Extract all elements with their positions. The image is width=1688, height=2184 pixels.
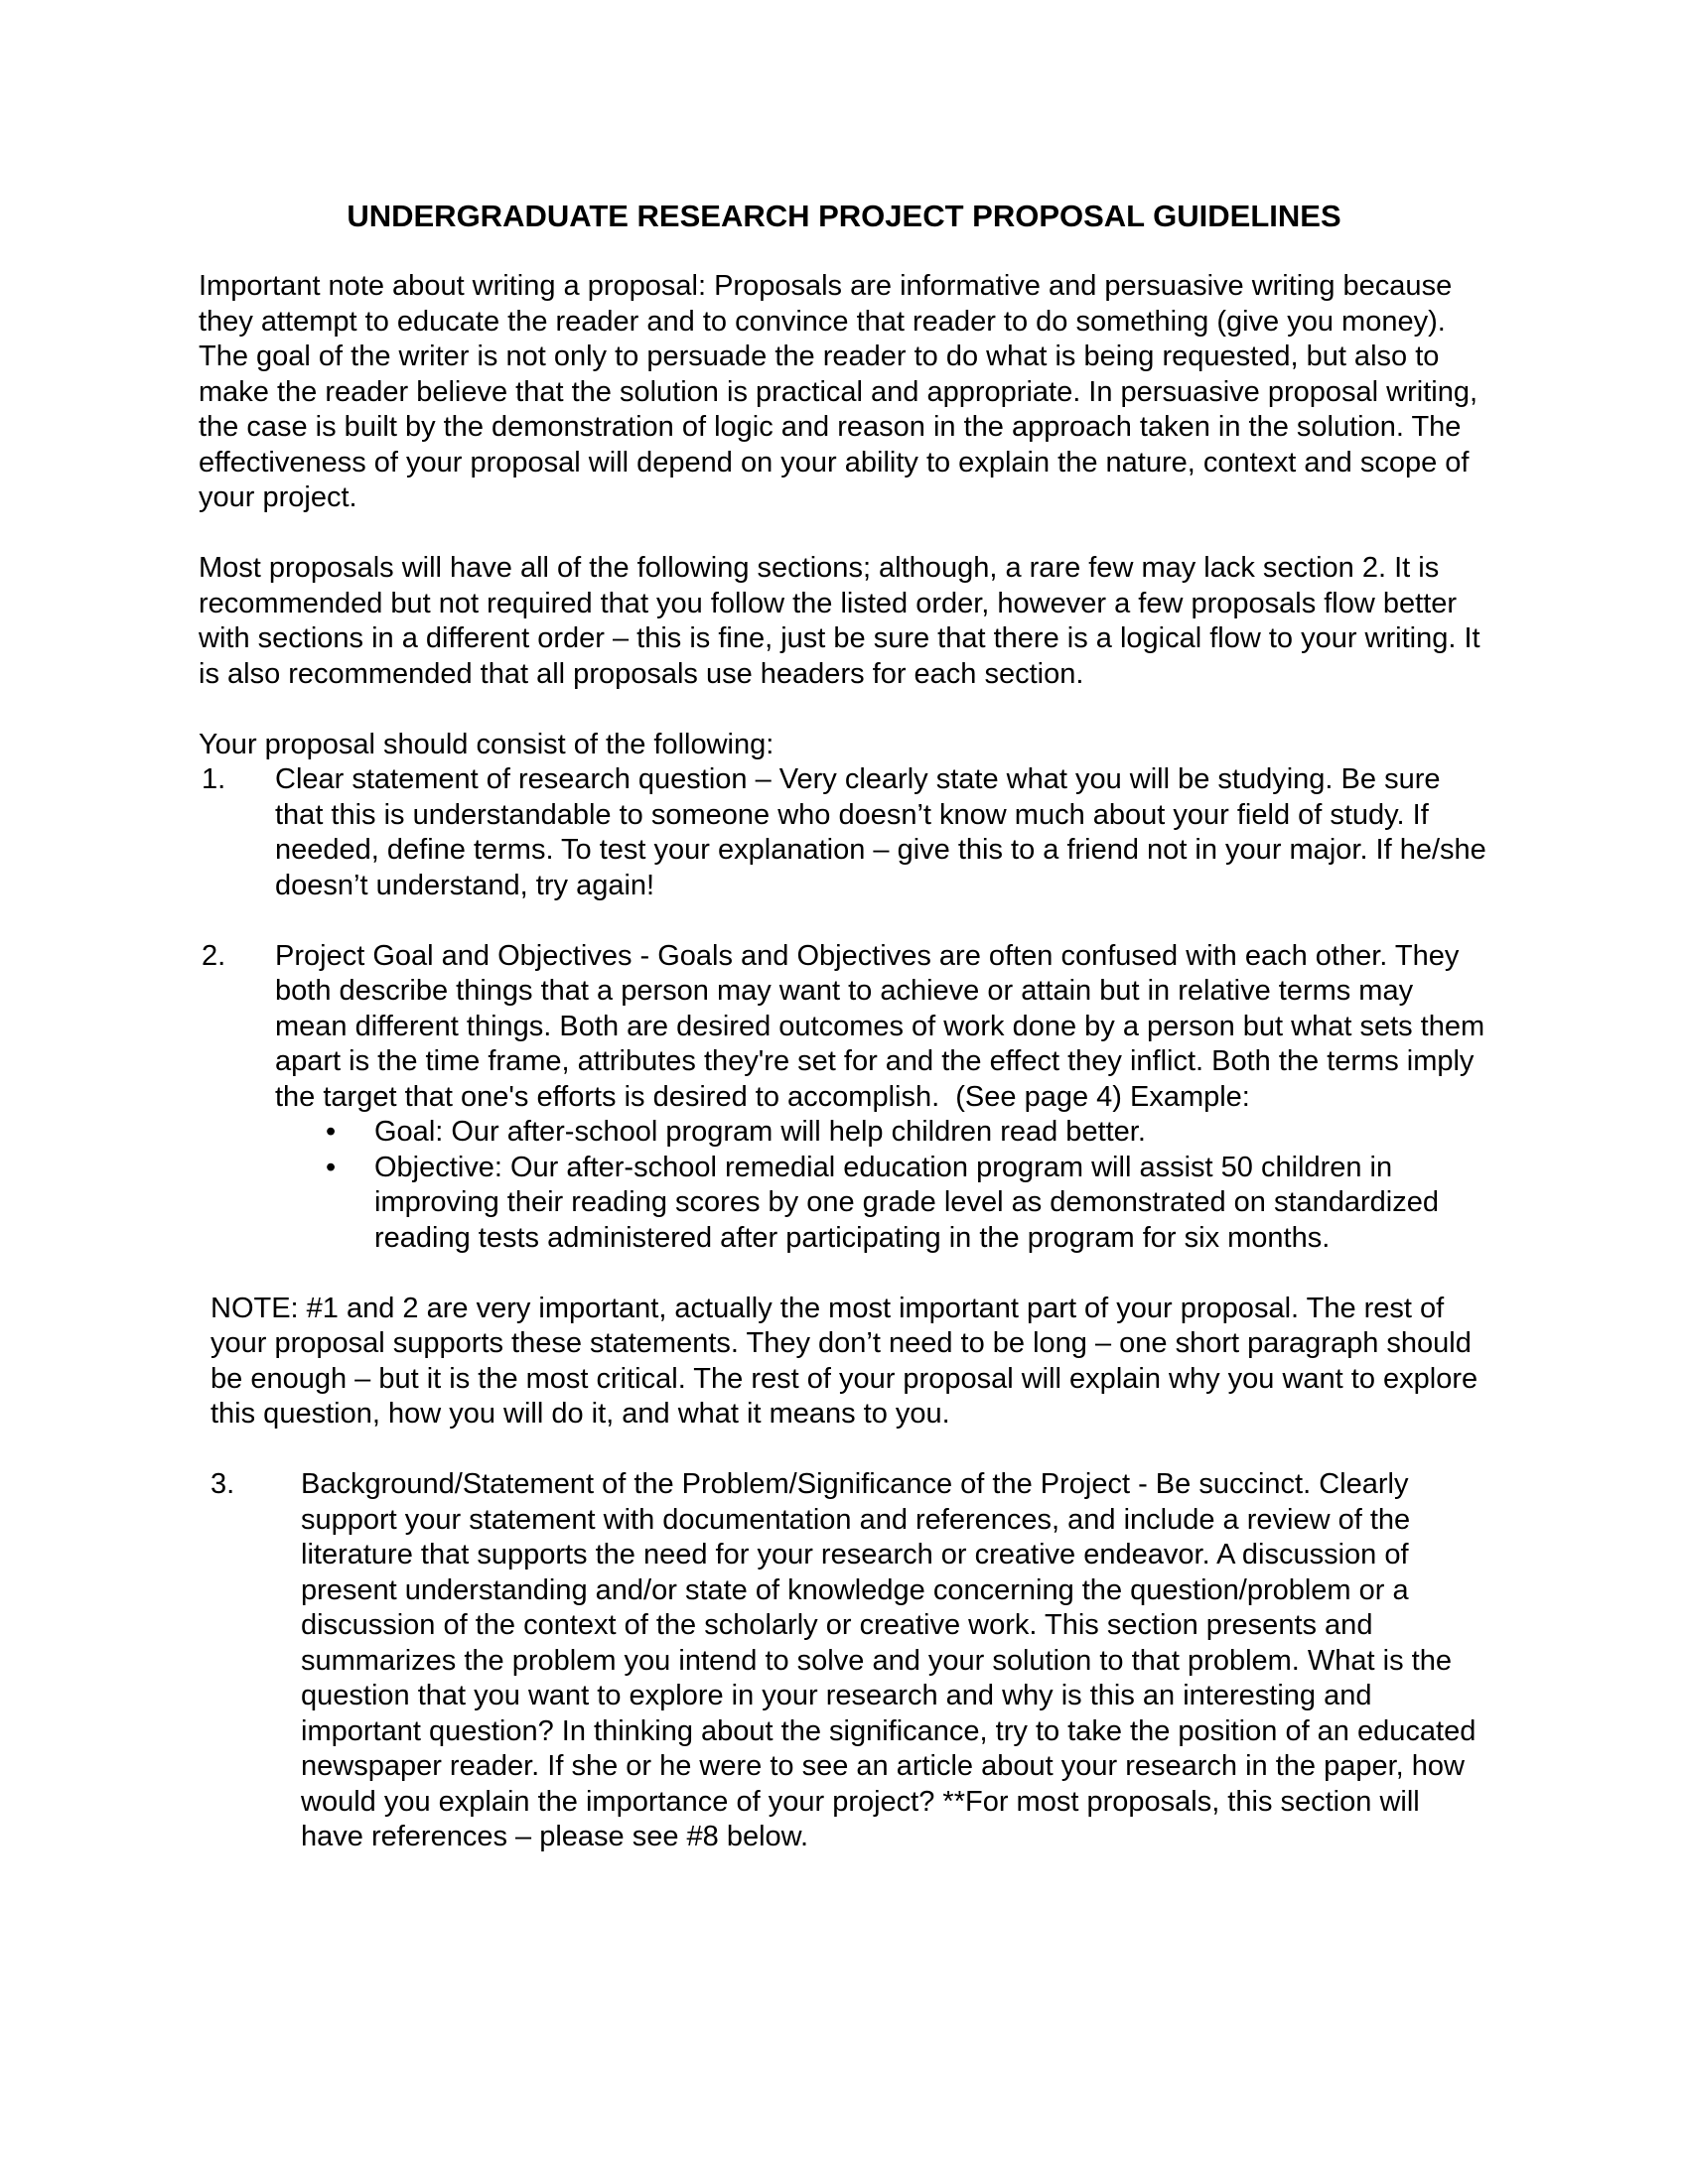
intro-paragraph: Important note about writing a proposal: Proposals are informative and persuasive writing because they attempt to educate the reader and to convince that reader to do something (give you money). The goal of the writer is not only to persuade the reader to do what is being requested, but also to make the reader believe that the solution is practical and appropriate. In persuasive proposal writing, the case is built by the demonstration of logic and reason in the approach taken in the solution. The effectiveness of your proposal will depend on your ability to explain the nature, context and scope of your project.	[199, 270, 1486, 513]
list-item-text: Clear statement of research question – Very clearly state what you will be studying. Be sure that this is understandable to someone who doesn’t know much about your field of study. If needed, define terms. To test your explanation – give this to a friend not in your major. If he/she doesn’t understand, try again!	[275, 763, 1494, 901]
example-bullet-list	[275, 1115, 1489, 1256]
bullet-item	[275, 1151, 1489, 1257]
list-item-1	[199, 762, 1494, 903]
list-item-2	[199, 939, 1493, 1257]
list-item-3	[199, 1467, 1489, 1855]
document-title: UNDERGRADUATE RESEARCH PROJECT PROPOSAL GUIDELINES	[347, 199, 1341, 233]
list-item-number: 3.	[211, 1468, 235, 1500]
list-intro: Your proposal should consist of the following:	[199, 728, 774, 760]
list-item-text: Project Goal and Objectives - Goals and Objectives are often confused with each other. They both describe things that a person may want to achieve or attain but in relative terms may mean different things. Both are desired outcomes of work done by a person but what sets them apart is the time frame, attributes they're set for and the effect they inflict. Both the terms imply the target that one's efforts is desired to accomplish. (See page 4) Example:	[275, 939, 1493, 1113]
bullet-item	[275, 1115, 1489, 1151]
sections-overview-paragraph: Most proposals will have all of the following sections; although, a rare few may lack section 2. It is recommended but not required that you follow the listed order, however a few proposals flow better with sections in a different order – this is fine, just be sure that there is a logical flow to your writing. It is also recommended that all proposals use headers for each section.	[199, 552, 1488, 690]
list-item-number: 2.	[202, 939, 226, 972]
document-content	[199, 199, 1494, 1890]
bullet-text: Objective: Our after-school remedial education program will assist 50 children in improving their reading scores by one grade level as demonstrated on standardized reading tests administered after participating in the program for six months.	[374, 1151, 1448, 1254]
list-item-text: Background/Statement of the Problem/Significance of the Project - Be succinct. Clearly support your statement with documentation and references, and include a review of the literature that supports the need for your research or creative endeavor. A discussion of present understanding and/or state of knowledge concerning the question/problem or a discussion of the context of the scholarly or creative work. This section presents and summarizes the problem you intend to solve and your solution to that problem. What is the question that you want to explore in your research and why is this an interesting and important question? In thinking about the significance, try to take the position of an educated newspaper reader. If she or he were to see an article about your research in the paper, how would you explain the importance of your project? **For most proposals, this section will have references – please see #8 below.	[301, 1468, 1484, 1852]
note-paragraph: NOTE: #1 and 2 are very important, actually the most important part of your proposal. The rest of your proposal supports these statements. They don’t need to be long – one short paragraph should be enough – but it is the most critical. The rest of your proposal will explain why you want to explore this question, how you will do it, and what it means to you.	[211, 1292, 1486, 1430]
bullet-icon: •	[326, 1116, 337, 1148]
list-item-number: 1.	[202, 763, 226, 795]
bullet-icon: •	[326, 1151, 337, 1183]
bullet-text: Goal: Our after-school program will help children read better.	[374, 1116, 1146, 1148]
